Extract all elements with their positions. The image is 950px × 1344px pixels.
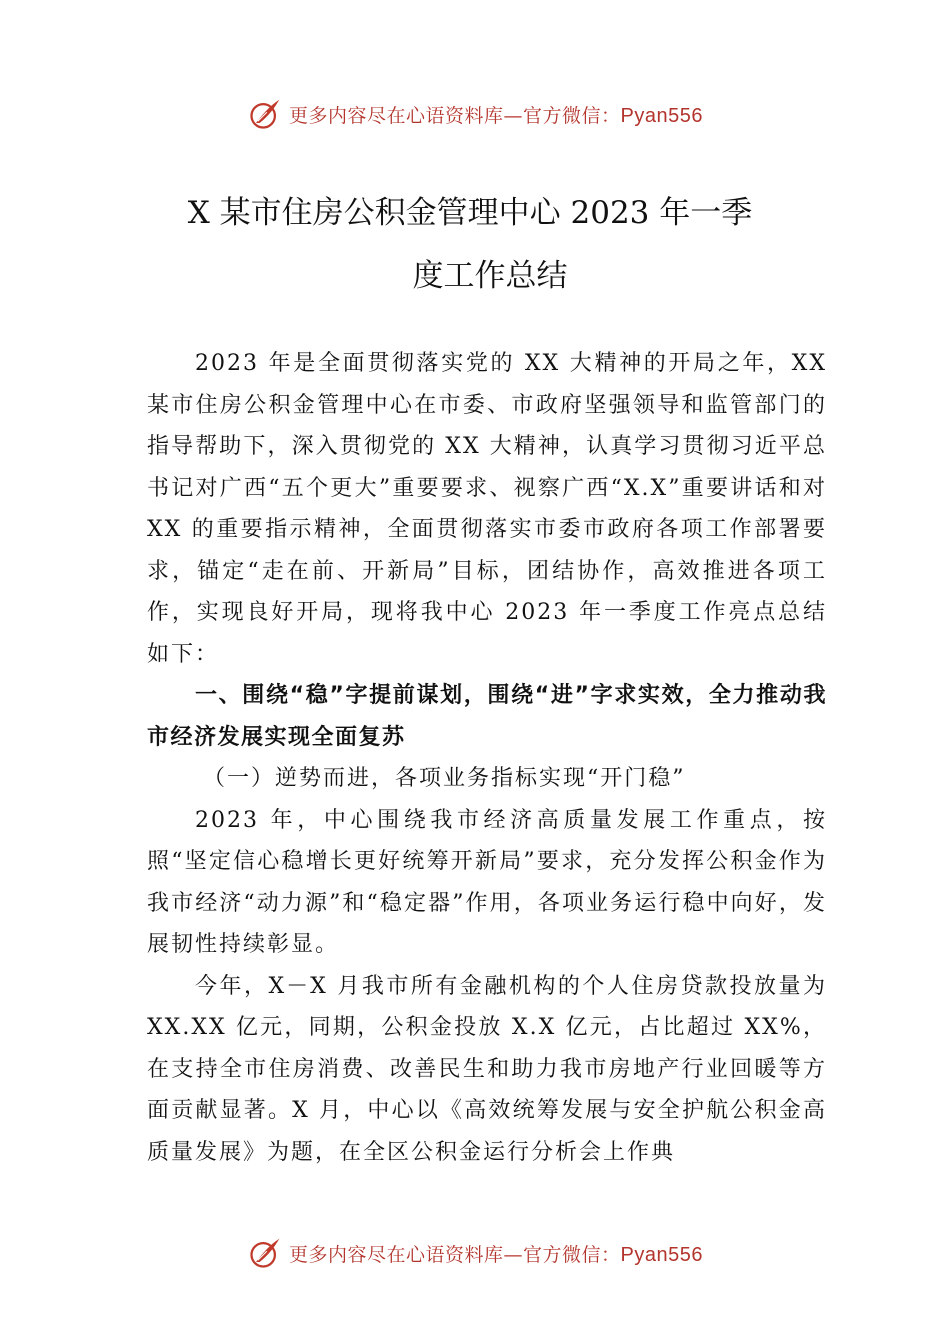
intro-paragraph: 2023 年是全面贯彻落实党的 XX 大精神的开局之年，XX 某市住房公积金管理中心在市委、市政府坚强领导和监管部门的指导帮助下，深入贯彻党的 XX 大精神，认真学习贯彻习近平总书记对广西“五个更大”重要要求、视察广西“X.X”重要讲话和对 XX 的重要指示精神，全面贯彻落实市委市政府各项工作部署要求，锚定“走在前、开新局”目标，团结协作，高效推进各项工作，实现良好开局，现将我中心 2023 年一季度工作亮点总结如下： [147,351,828,667]
body-paragraph-2: 今年，X－X 月我市所有金融机构的个人住房贷款投放量为 XX.XX 亿元，同期，公积金投放 X.X 亿元，占比超过 XX%， 在支持全市住房消费、改善民生和助力我市房地产行业回暖等方面贡献显著。X 月，中心以《高效统筹发展与安全护航公积金高质量发展》为题，在全区公积金运行分析会上作典 [147,973,827,1165]
document-body [147,343,827,1173]
subsection-heading-1: （一）逆势而进，各项业务指标实现“开门稳” [203,766,686,791]
watermark-footer [0,1233,950,1273]
watermark-text: 更多内容尽在心语资料库—官方微信：Pyan556 [289,104,703,127]
body-paragraph-1: 2023 年，中心围绕我市经济高质量发展工作重点，按照“坚定信心稳增长更好统筹开新局”要求，充分发挥公积金作为我市经济“动力源”和“稳定器”作用，各项业务运行稳中向好，发展韧性持续彰显。 [147,807,827,957]
document-title-line-2: 度工作总结 [412,258,568,294]
watermark-text: 更多内容尽在心语资料库—官方微信：Pyan556 [289,1243,703,1266]
document-title-line-1: X 某市住房公积金管理中心 2023 年一季 [187,195,753,231]
section-heading-1: 一、围绕“稳”字提前谋划，围绕“进”字求实效，全力推动我市经济发展实现全面复苏 [147,683,827,750]
quill-logo-icon [247,1235,283,1271]
quill-logo-icon [247,96,283,132]
watermark-header [0,94,950,134]
